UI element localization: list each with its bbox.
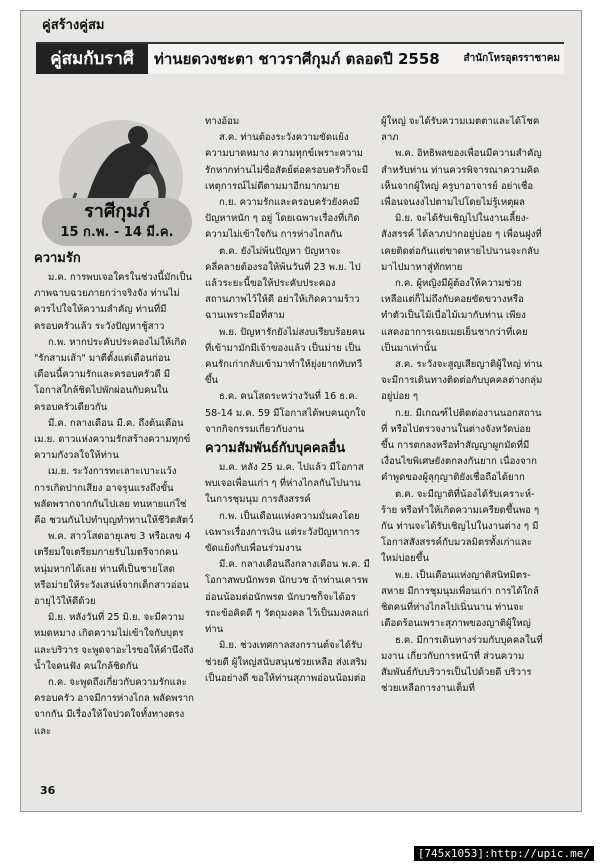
paragraph: ก.ค. จะพูดถึงเกี่ยวกับความรักและครอบครัว อาจมีการห่างไกล พลัดพรากจากกัน มีเรื่องให้ใจปวดใจทั้งทางตรงและ [34,677,194,737]
relations-heading: ความสัมพันธ์กับบุคคลอื่น [205,441,346,457]
paragraph: มี.ค. กลางเดือน มี.ค. ถึงต้นเดือน เม.ย. ดาวแห่งความรักสร้างความทุกข์ความกังวลใจให้ท่าน [34,417,191,462]
paragraph: พ.ย. ปัญหารักยังไม่สงบเรียบร้อยคนที่เข้ามามักมีเจ้าของแล้ว เป็นม่าย เป็นคนรักเก่ากลับเข้ามาทำให้ยุ่งยากทับทวีขึ้น [205,326,365,387]
paragraph: ธ.ค. คนโสดระหว่างวันที่ 16 ธ.ค. 58-14 ม.ค. 59 มีโอกาสได้พบคนถูกใจจากกิจกรรมเกี่ยวกับงาน [205,391,366,435]
publisher-label: สำนักโหรอุดรราชาคม [463,53,560,64]
column-2 [205,114,370,687]
paragraph: ต.ค. จะมีญาติที่น้องได้รับเคราะห์-ร้าย หรือทำให้เกิดความเครียดขึ้นพอ ๆ กัน ท่านจะได้รับเชิญไปในงานต่าง ๆ มีโอกาสสังสรรค์กับมวลมิตรทั้งเก่าและใหม่บ่อยขึ้น [381,488,540,565]
zodiac-name: ราศีกุมภ์ [84,201,150,222]
paragraph: พ.ย. เป็นเดือนแห่งญาติสนิทมิตร-สหาย มีการชุมนุมเพื่อนเก่า การได้ใกล้ชิดคนที่ห่างไกลไปเนิ่นนาน ท่านจะเดือดร้อนเพราะสุภาพของญาติผู้ใหญ่ [381,569,539,630]
paragraph: ผู้ใหญ่ จะได้รับความเมตตาและได้โชคลาภ [381,116,540,144]
paragraph: ส.ค. ท่านต้องระวังความขัดแย้ง ความบาดหมาง ความทุกข์เพราะความรักหากท่านไม่ซื่อสัตย์ต่อครอบครัวก็จะมีเหตุการณ์ไม่ดีตามมาอีกมากมาย [205,132,369,192]
paragraph: มิ.ย. หลังวันที่ 25 มิ.ย. จะมีความหมดหมาง เกิดความไม่เข้าใจกับบุตรและบริวาร จะพูดจาอะไรขอให้คำนึงถึงน้ำใจคนฟัง คนใกล้ชิดกัน [34,612,194,672]
paragraph: มี.ค. กลางเดือนถึงกลางเดือน พ.ค. มีโอกาสพบนักพรต นักบวช ถ้าท่านเคารพอ่อนน้อมต่อนักพรต นักบวชก็จะได้อรรถะข้อคิดดี ๆ วัตถุมงคล ไว้เป็นมงคลแก่ท่าน [205,559,370,636]
paragraph: ต.ค. ยังไม่พ้นปัญหา ปัญหาจะคลี่คลายต้องรอให้พ้นวันที่ 23 พ.ย. ไปแล้วระยะนี้ขอให้ประคับประคองสถานภาพไว้ให้ดี อย่าให้เกิดความร้าวฉานเพราะมือที่สาม [205,245,361,322]
paragraph: พ.ค. สาวโสดอายุเลข 3 หรือเลข 4 เตรียมใจเตรียมกายรับไมตรีจากคนหนุ่มหากได้เลย ท่านที่เป็นชายโสด หรือม่ายให้ระวังเสน่ห์จากเด็กสาวอ่อนอายุไว้ให้ดีด้วย [34,531,191,608]
paragraph: ม.ค. การพบเจอใครในช่วงนี้มักเป็นภาพฉาบฉวยภายกว่าจริงจัง ท่านไม่ควรไปใจให้ความสำคัญ ท่านที่มีครอบครัวแล้ว ระวังปัญหาชู้สาว [34,272,193,332]
paragraph: ก.ค. ผู้หญิงมีผู้ต้องให้ความช่วยเหลือแต่ก็ไม่ถึงกับคอยขัดขวางหรือทำตัวเป็นไม้เบื่อไม้เมากับท่าน เพียงแสดงอาการเฉยเมยเย็นชากว่าที่เคยเป็นมาเท่านั้น [381,278,528,354]
paragraph: ทางอ้อม [205,116,240,127]
paragraph: พ.ค. อิทธิพลของเพื่อนมีความสำคัญสำหรับท่าน ท่านควรพิจารณาความคิดเห็นจากผู้ใหญ่ ครูบาอาจารย์ อย่าเชื่อเพื่อนจนงงไปตามไปโดยไม่รู้เหตุผล [381,148,542,209]
page-number: 36 [40,784,56,797]
paragraph: ก.พ. หากประคับประคองไม่ให้เกิด "รักสามเส้า" มาตีตั้งแต่เดือนก่อน เดือนนี้ความรักและครอบครัวดี มีโอกาสใกล้ชิดไปพักผ่อนกับคนในครอบครัวเดียวกัน [34,336,187,413]
paragraph: มิ.ย. ช่วงเทศกาลสงกรานต์จะได้รับช่วยดี ผู้ใหญ่สนับสนุนช่วยเหลือ ส่งเสริมเป็นอย่างดี ขอให้ท่านสุภาพอ่อนน้อมต่อ [205,640,368,684]
paragraph: ก.ย. ความรักและครอบครัวยังคงมีปัญหาหนัก ๆ อยู่ โดยเฉพาะเรื่องที่เกิดความไม่เข้าใจกัน การห่างไกลกัน [205,197,360,241]
watermark-link[interactable]: [745x1053]:http://upic.me/ [414,846,594,861]
header-top-label: คู่สร้างคู่สม [42,18,105,33]
section-title: คู่สมกับราศี [36,44,148,74]
section-subtitle: ท่านยดวงชะตา ชาวราศีกุมภ์ ตลอดปี 2558 [154,50,440,68]
paragraph: เม.ย. ระวังการทะเลาะเบาะแว้ง การเกิดปากเสียง อาจรุนแรงถึงขั้นพลัดพรากจากกันไปเลย ทนหายแก่ใช่คือ ชวนกันไปทำบุญทำทานให้ชีวิตสัตว์ [34,466,194,527]
column-3 [381,114,543,697]
paragraph: ก.พ. เป็นเดือนแห่งความมั่นคงโดยเฉพาะเรื่องการเงิน แต่ระวังปัญหาการขัดแย้งกับเพื่อนร่วมงาน [205,510,360,555]
paragraph: ก.ย. มีเกณฑ์ไปติดต่องานนอกสถานที่ หรือไปตรวจงานในต่างจังหวัดบ่อยขึ้น การตกลงหรือทำสัญญาผูกมัดที่มีเงื่อนไขพิเศษยังตกลงกันยาก เนื่องจากคำพูดของผู้ลุกุญาติยังเชื่อถือได้ยาก [381,407,542,484]
zodiac-dates: 15 ก.พ. - 14 มี.ค. [60,225,174,240]
header-bar [36,42,564,74]
love-heading: ความรัก [34,251,81,266]
paragraph: ม.ค. หลัง 25 ม.ค. ไปแล้ว มีโอกาสพบเจอเพื่อนเก่า ๆ ที่ห่างไกลกันไปนานในการชุมนุม การสังสรรค์ [205,462,364,506]
column-1 [34,248,194,740]
paragraph: ธ.ค. มีการเดินทางร่วมกับบุคคลในที่มงาน เกี่ยวกับการหน้าที่ ส่วนความสัมพันธ์กับบริวารเป็นไปด้วยดี บริวารช่วยเหลือการงานเต็มที่ [381,634,543,695]
paragraph: มิ.ย. จะได้รับเชิญไปในงานเลี้ยง-สังสรรค์ ได้ลาภปากอยู่บ่อย ๆ เพื่อนฝูงที่เคยติดต่อกันแต่ขาดหายไปนานจะกลับมาไปมาหาสู่ทักทาย [381,213,542,273]
paragraph: ส.ค. ระวังจะสูญเสียญาติผู้ใหญ่ ท่านจะมีการเดินทางติดต่อกับบุคคลต่างกลุ่มอยู่บ่อย ๆ [381,359,543,403]
zodiac-badge [42,198,192,246]
